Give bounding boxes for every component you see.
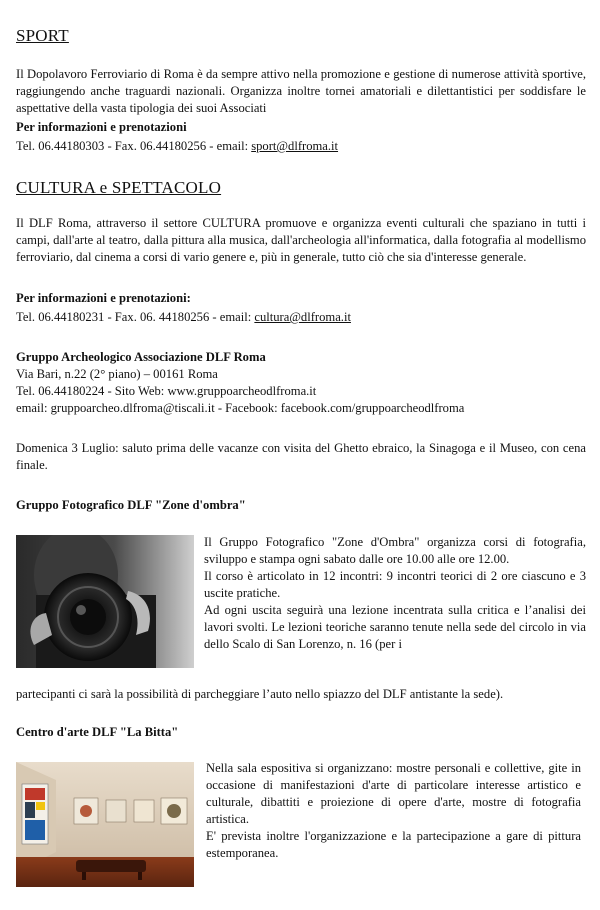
sport-info-label: Per informazioni e prenotazioni [16, 120, 187, 134]
cultura-email-link[interactable]: cultura@dlfroma.it [254, 310, 351, 324]
sport-contact [16, 138, 338, 155]
photographer-image [16, 535, 194, 668]
bitta-title: Centro d'arte DLF "La Bitta" [16, 725, 179, 739]
archeo-title: Gruppo Archeologico Associazione DLF Roma [16, 350, 266, 364]
foto-p1: Il Gruppo Fotografico "Zone d'Ombra" organizza corsi di fotografia, sviluppo e stampa ogni sabato dalle ore 10.00 alle ore 12.00. [204, 535, 586, 566]
foto-text [204, 534, 586, 653]
sport-body: Il Dopolavoro Ferroviario di Roma è da sempre attivo nella promozione e gestione di numerose attività sportive, raggiungendo anche traguardi nazionali. Organizza inoltre tornei amatoriali e dilettantistici per soddisfare le aspettative della vasta tipologia dei suoi Associati [16, 67, 586, 115]
gallery-image [16, 762, 194, 887]
cultura-body: Il DLF Roma, attraverso il settore CULTURA promuove e organizza eventi culturali che spaziano in tutti i campi, dall'arte al teatro, dalla pittura alla musica, dall'archeologia all'informatica, dalla fotografia al modellismo ferroviario, dal cinema a corsi di vario genere e, più in generale, tutto ciò che sia d'interesse generale. [16, 216, 586, 264]
archeo-email-line: email: gruppoarcheo.dlfroma@tiscali.it - Facebook: facebook.com/gruppoarcheodlfroma [16, 401, 465, 415]
gallery-illustration [16, 762, 194, 887]
sport-email-link[interactable]: sport@dlfroma.it [251, 139, 339, 153]
cultura-contact [16, 309, 351, 326]
foto-title: Gruppo Fotografico DLF "Zone d'ombra" [16, 498, 246, 512]
bitta-p1: Nella sala espositiva si organizzano: mostre personali e collettive, gite in occasione di manifestazioni d'arte di particolare interesse artistico e culturale, dibattiti e proiezione di opere d'arte, mostre di fotografia artistica. [206, 761, 581, 826]
foto-p2: Il corso è articolato in 12 incontri: 9 incontri teorici di 2 ore ciascuno e 3 uscite pratiche. [204, 569, 586, 600]
cultura-heading: CULTURA e SPETTACOLO [16, 178, 222, 197]
sport-contact-text: Tel. 06.44180303 - Fax. 06.44180256 - email: [16, 139, 252, 153]
bitta-text [206, 760, 581, 862]
photographer-illustration [16, 535, 194, 668]
bitta-p2: E' prevista inoltre l'organizzazione e la partecipazione a gare di pittura estemporanea. [206, 829, 581, 860]
foto-p3-tail: partecipanti ci sarà la possibilità di parcheggiare l’auto nello spiazzo del DLF antistante la sede). [16, 687, 504, 701]
cultura-info-label: Per informazioni e prenotazioni: [16, 291, 191, 305]
archeo-address: Via Bari, n.22 (2° piano) – 00161 Roma [16, 367, 218, 381]
archeo-event: Domenica 3 Luglio: saluto prima delle vacanze con visita del Ghetto ebraico, la Sinagoga e il Museo, con cena finale. [16, 441, 586, 472]
cultura-contact-text: Tel. 06.44180231 - Fax. 06. 44180256 - email: [16, 310, 255, 324]
archeo-tel: Tel. 06.44180224 - Sito Web: www.gruppoarcheodlfroma.it [16, 384, 317, 398]
foto-p3: Ad ogni uscita seguirà una lezione incentrata sulla critica e l’analisi dei lavori svolti. Le lezioni teoriche saranno tenute nella sede del circolo in via dello Scalo di San Lorenzo, n. 16 (per i [204, 603, 586, 651]
sport-heading: SPORT [16, 26, 69, 45]
